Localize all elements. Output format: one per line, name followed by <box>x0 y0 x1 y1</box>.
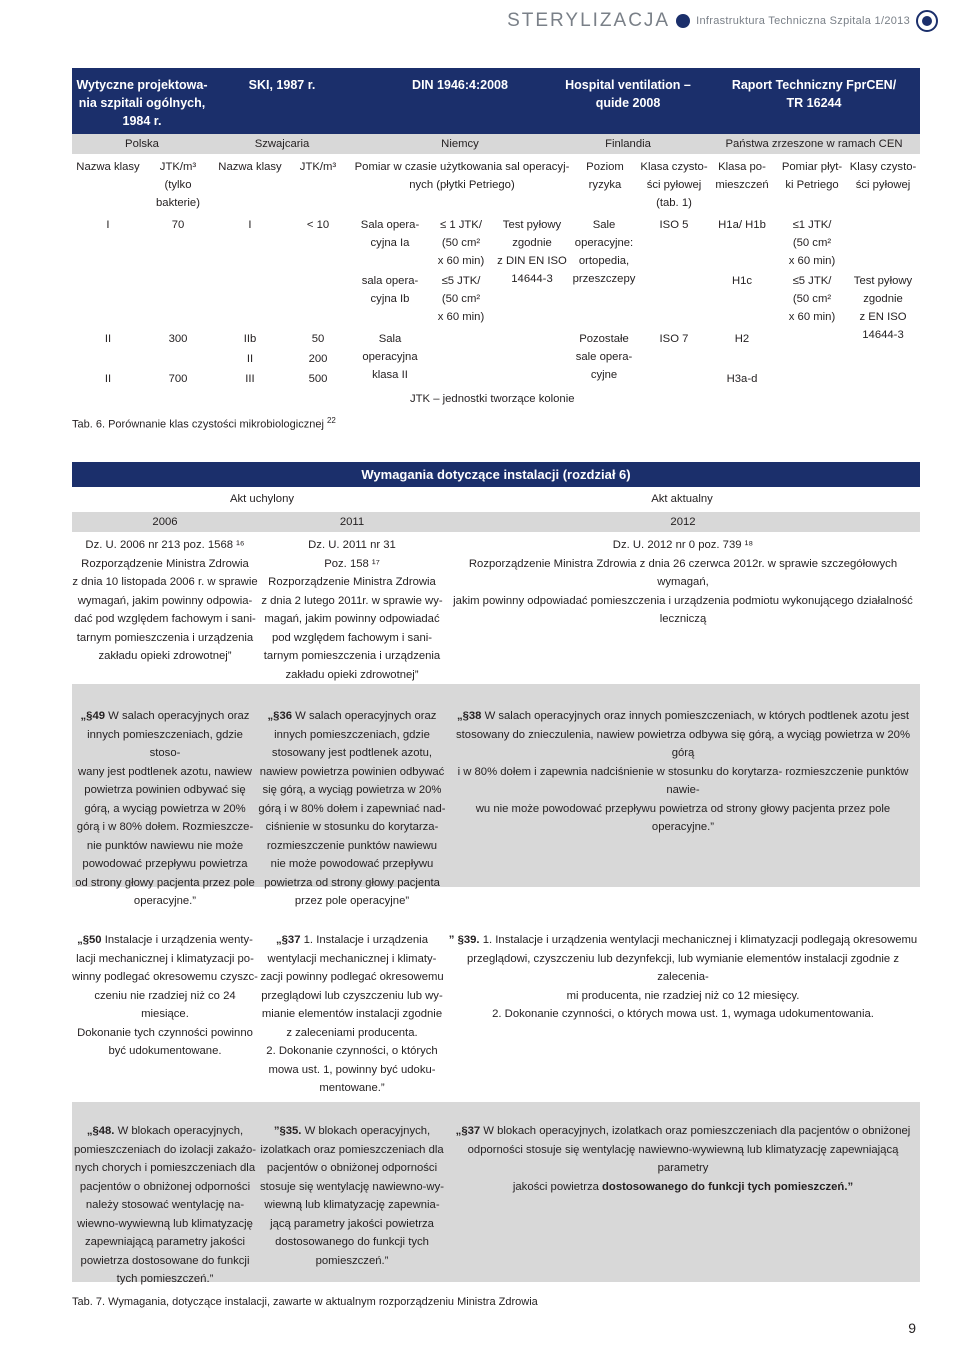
repealed-act-label: Akt uchylony <box>229 493 295 505</box>
ch-value-500: 500 <box>308 373 328 385</box>
country-germany: Niemcy <box>441 138 479 150</box>
paragraph-38: „§38 W salach operacyjnych oraz innych pomieszczeniach, w których podtlenek azotu jest stosowany do znieczulenia, nawiew powietrza odbywa się górą, a wyciąg powietrza w 20% górą i w 80% dołem i zapewnia nadciśnienie w stosunku do korytarza- rozmieszczenie punktów nawie- wu nie może powodować przepływu powietrza od strony głowy pacjenta przez pole operacyjne.” <box>456 710 910 833</box>
paragraph-37-2012: „§37 W blokach operacyjnych, izolatkach oraz pomieszczeniach dla pacjentów o obniżonej odporności stosuje się wentylację nawiewno-wywiewną lub klimatyzację zapewniającą parametry jakości powietrza dostosowanego do funkcji tych pomieszczeń.” <box>455 1125 911 1193</box>
table-7 <box>72 462 920 1302</box>
subheader-cfu-ch: JTK/m³ <box>299 161 337 173</box>
subheader-room-class: Klasa po- mieszczeń <box>715 161 769 191</box>
year-2012: 2012 <box>670 516 696 528</box>
cen-h2: H2 <box>734 333 750 345</box>
table7-title: Wymagania dotyczące instalacji (rozdział 6) <box>72 462 920 487</box>
journal-subtitle: Infrastruktura Techniczna Szpitala 1/2013 <box>696 15 910 27</box>
table6-caption <box>72 416 336 431</box>
country-cen: Państwa zrzeszone w ramach CEN <box>725 138 903 150</box>
cen-h1c-value: ≤5 JTK/ (50 cm² x 60 min) <box>788 275 836 323</box>
din-room-ia: Sala opera- cyjna Ia <box>360 219 420 249</box>
ch-value-200: 200 <box>308 353 328 365</box>
ch-value-50: 50 <box>311 333 325 345</box>
journal-logo-icon <box>916 10 938 32</box>
table7-caption: Tab. 7. Wymagania, dotyczące instalacji, zawarte w aktualnym rozporządzeniu Ministra Zdrowia <box>72 1296 538 1308</box>
ch-class-ii: II <box>246 353 254 365</box>
cen-h1a-value: ≤1 JTK/ (50 cm² x 60 min) <box>788 219 836 267</box>
paragraph-49: „§49 W salach operacyjnych oraz innych pomieszczeniach, gdzie stoso- wany jest podtlenek azotu, nawiew powietrza powinien odbywać się górą, a wyciąg powietrza w 20% górą i w 80% dołem. Rozmieszcze- nie punktów nawiewu nie może powodować przepływu powietrza od strony głowy pacjenta przez pole operacyjne.” <box>75 710 255 907</box>
subheader-cfu-pl: JTK/m³ (tylko bakterie) <box>156 161 200 209</box>
fi-iso5: ISO 5 <box>659 219 689 231</box>
fi-iso7: ISO 7 <box>659 333 689 345</box>
paragraph-50: „§50 Instalacje i urządzenia wenty- lacji mechanicznej i klimatyzacji po- winny podlegać okresowemu czyszc- czeniu nie rzadziej niż co 24 miesiące. Dokonanie tych czynności powinno być udokumentowane. <box>72 934 258 1057</box>
paragraph-48: „§48. W blokach operacyjnych, pomieszczeniach do izolacji zakaźo- nych chorych i pomieszczeniach dla pacjentów o obniżonej odporności należy stosować wentylację na- wiewno-wywiewną lub klimatyzację zapewniającą parametry jakości powietrza dostosowane do funkcji tych pomieszczeń.” <box>73 1125 257 1285</box>
pl-class-ii-700: II <box>104 373 112 385</box>
subheader-dust-class-cen: Klasy czysto- ści pyłowej <box>849 161 917 191</box>
paragraph-37: „§37 1. Instalacje i urządzenia wentylacji mechanicznej i klimaty- zacji powinny podlegać okresowemu przeglądowi lub czyszczeniu lub wy- mianie elementów instalacji zgodnie z zaleceniami producenta. 2. Dokonanie czynności, o których mowa ust. 1, powinny być udoku- mentowane.” <box>260 934 444 1094</box>
subheader-class-name-ch: Nazwa klasy <box>218 161 282 173</box>
table-6 <box>72 68 920 413</box>
din-room-class-ii: Sala operacyjna klasa II <box>362 333 418 381</box>
cfu-note: JTK – jednostki tworzące kolonie <box>410 393 575 405</box>
act-2011: Dz. U. 2011 nr 31 Poz. 158 ¹⁷ Rozporządzenie Ministra Zdrowia z dnia 2 lutego 2011r. w sprawie wy- magań, jakim powinny odpowiadać pod względem fachowym i sani- tarnym pomieszczenia i urządzenia zakładu opieki zdrowotnej” <box>261 539 443 681</box>
fi-other-rooms: Pozostałe sale opera- cyjne <box>575 333 633 381</box>
din-room-ib-value: ≤5 JTK/ (50 cm² x 60 min) <box>437 275 485 323</box>
year-2011: 2011 <box>339 516 365 528</box>
running-header <box>507 10 938 32</box>
subheader-dust-class-fi: Klasa czysto- ści pyłowej (tab. 1) <box>640 161 708 209</box>
country-finland: Finlandia <box>605 138 651 150</box>
subheader-risk-level: Poziom ryzyka <box>586 161 624 191</box>
subheader-din-measurement: Pomiar w czasie użytkowania sal operacyj- nych (płytki Petriego) <box>354 161 570 191</box>
din-room-ib: sala opera- cyjna Ib <box>361 275 419 305</box>
cen-dust-test: Test pyłowy zgodnie z EN ISO 14644-3 <box>853 275 913 341</box>
table6-caption-ref: 22 <box>326 416 336 425</box>
cen-h1a-h1b: H1a/ H1b <box>718 219 766 231</box>
ch-value-10: < 10 <box>306 219 330 231</box>
act-2012: Dz. U. 2012 nr 0 poz. 739 ¹⁸ Rozporządzenie Ministra Zdrowia z dnia 26 czerwca 2012r. w sprawie szczegółowych wymagań, jakim powinny odpowiadać pomieszczenia i urządzenia podmiotu wykonującego działalność leczniczą <box>453 539 913 625</box>
cen-h3a-d: H3a-d <box>726 373 758 385</box>
paragraph-36: „§36 W salach operacyjnych oraz innych pomieszczeniach, gdzie stosowany jest podtlenek azotu, nawiew powietrza powinien odbywać się górą, a wyciąg powietrza w 20% górą i w 80% dołem i zapewniać nad- ciśnienie w stosunku do korytarza- rozmieszczenie punktów nawiewu nie może powodować przepływu powietrza od strony głowy pacjenta przez pole operacyjne” <box>258 710 446 907</box>
header-cen-report: Raport Techniczny FprCEN/ TR 16244 <box>731 78 897 110</box>
country-poland: Polska <box>125 138 159 150</box>
fi-operating-rooms: Sale operacyjne: ortopedia, przeszczepy <box>572 219 636 285</box>
year-2006: 2006 <box>152 516 178 528</box>
ch-class-i: I <box>248 219 252 231</box>
pl-class-ii-300: II <box>104 333 112 345</box>
paragraph-35: ”§35. W blokach operacyjnych, izolatkach oraz pomieszczeniach dla pacjentów o obniżonej odporności stosuje się wentylację nawiewno-wy- wiewną lub klimatyzację zapewnia- jącą parametry jakości powietrza dostosowanego do funkcji tych pomieszczeń.” <box>260 1125 444 1267</box>
pl-class-i: I <box>106 219 110 231</box>
header-hospital-ventilation: Hospital ventilation – quide 2008 <box>565 78 691 110</box>
page-number: 9 <box>908 1320 916 1336</box>
ch-class-iii: III <box>245 373 255 385</box>
header-din: DIN 1946:4:2008 <box>412 78 508 92</box>
header-poland-guidelines: Wytyczne projektowa- nia szpitali ogólnych, 1984 r. <box>76 78 208 128</box>
header-ski: SKI, 1987 r. <box>248 78 316 92</box>
act-2006: Dz. U. 2006 nr 213 poz. 1568 ¹⁶ Rozporządzenie Ministra Zdrowia z dnia 10 listopada 2006 r. w sprawie wymagań, jakim powinny odpowia- dać pod względem fachowym i sani- tarnym pomieszczenia i urządzenia zakładu opieki zdrowotnej” <box>72 539 258 662</box>
bullet-dot-icon <box>676 14 690 28</box>
pl-value-300: 300 <box>168 333 188 345</box>
pl-value-70: 70 <box>171 219 185 231</box>
ch-class-iib: IIb <box>243 333 257 345</box>
din-room-ia-value: ≤ 1 JTK/ (50 cm² x 60 min) <box>437 219 485 267</box>
cen-h1c: H1c <box>731 275 753 287</box>
din-dust-test: Test pyłowy zgodnie z DIN EN ISO 14644-3 <box>497 219 567 285</box>
subheader-class-name-pl: Nazwa klasy <box>76 161 140 173</box>
current-act-label: Akt aktualny <box>651 493 713 505</box>
subheader-petri: Pomiar płyt- ki Petriego <box>781 161 843 191</box>
pl-value-700: 700 <box>168 373 188 385</box>
country-switzerland: Szwajcaria <box>254 138 310 150</box>
journal-title: STERYLIZACJA <box>507 10 671 31</box>
paragraph-39: ” §39. 1. Instalacje i urządzenia wentylacji mechanicznej i klimatyzacji podlegają okresowemu przeglądowi, czyszczeniu lub dezynfekcji, lub wymianie elementów instalacji zgodnie z zalecenia- mi producenta, nie rzadziej niż co 12 miesięcy. 2. Dokonanie czynności, o których mowa ust. 1, wymaga udokumentowania. <box>448 934 918 1020</box>
table6-caption-text: Tab. 6. Porównanie klas czystości mikrobiologicznej <box>72 418 324 431</box>
